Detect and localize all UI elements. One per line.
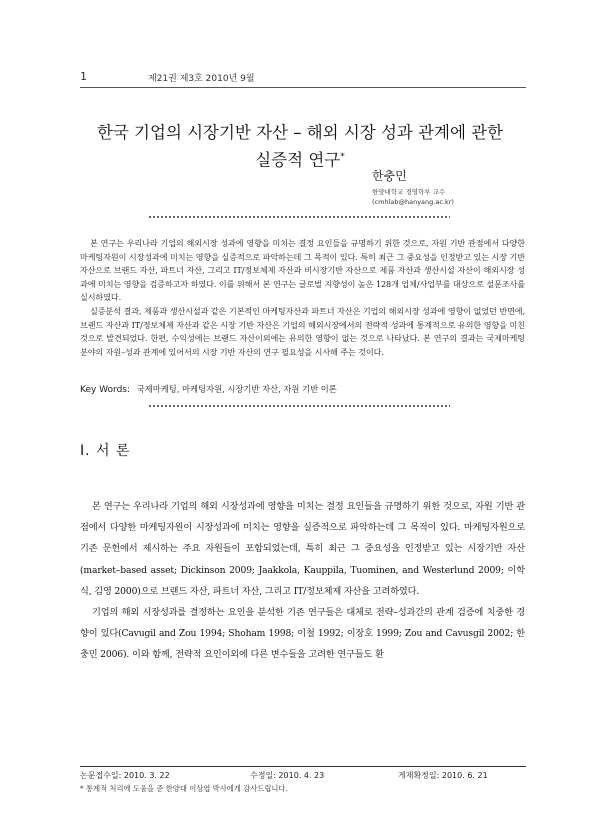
keywords-label: Key Words: bbox=[80, 385, 131, 395]
body-text bbox=[80, 496, 525, 666]
article-title bbox=[90, 120, 510, 173]
author-affiliation: 한양대학교 경영학부 교수 bbox=[372, 188, 446, 196]
abstract-paragraph: 실증분석 결과, 제품과 생산시설과 같은 기본적인 마케팅자산과 파트너 자산은 기업의 해외시장 성과에 영향이 없었던 반면에, 브랜드 자산과 IT/정보체제 자산과 같은 시장 기반 자산은 기업의 해외시장에서의 전략적 성과에 통계적으로 유의한 영향을 미친 것으로 발견되었다. 한편, 수익성에는 브랜드 자산이외에는 유의한 영향이 없는 것으로 나타났다. 본 연구의 결과는 국제마케팅 분야의 자원–성과 관계에 있어서의 시장 기반 자산의 연구 필요성을 시사해 주는 것이다. bbox=[80, 305, 525, 357]
revised-date: 수정일: 2010. 4. 23 bbox=[250, 771, 325, 780]
title-line-2-text: 실증적 연구 bbox=[255, 150, 341, 170]
page-number: 1 bbox=[80, 70, 87, 83]
keywords-list: 국제마케팅, 마케팅자원, 시장기반 자산, 자원 기반 이론 bbox=[136, 384, 337, 394]
title-footnote-mark: * bbox=[340, 152, 345, 162]
footer-rule bbox=[80, 766, 526, 767]
header-rule bbox=[80, 87, 526, 88]
title-line-1: 한국 기업의 시장기반 자산 – 해외 시장 성과 관계에 관한 bbox=[96, 123, 504, 142]
footnote: * 통계적 처리에 도움을 준 한양대 이상엽 박사에게 감사드립니다. bbox=[80, 784, 288, 793]
section-heading: Ⅰ. 서 론 bbox=[80, 443, 131, 459]
accepted-date: 게재확정일: 2010. 6. 21 bbox=[398, 771, 488, 780]
dotted-separator-bottom bbox=[148, 405, 450, 407]
author-block bbox=[372, 167, 522, 207]
submission-dates bbox=[80, 770, 526, 782]
running-head bbox=[80, 70, 526, 84]
body-paragraph: 기업의 해외 시장성과를 결정하는 요인을 분석한 기존 연구들은 대체로 전략–성과간의 관계 검증에 치중한 경향이 있다(Cavugil and Zou 1994; Shoham 1998; 이철 1992; 이장호 1999; Zou and Cavusgil 2002; 한충민 2006). 이와 함께, 전략적 요인이외에 다른 변수들을 고려한 연구들도 환 bbox=[80, 607, 525, 661]
volume-info: 제21권 제3호 2010년 9월 bbox=[148, 74, 255, 84]
body-paragraph: 본 연구는 우리나라 기업의 해외 시장성과에 영향을 미치는 결정 요인들을 규명하기 위한 것으로, 자원 기반 관점에서 다양한 마케팅자원이 시장성과에 미치는 영향을 실증적으로 파악하는데 그 목적이 있다. 마케팅자원으로 기존 문헌에서 제시하는 주요 자원들이 포함되었는데, 특히 최근 그 중요성을 인정받고 있는 시장기반 자산(market–based asset; Dickinson 2009; Jaakkola, Kauppila, Tuominen, and Westerlund 2009; 이학식, 김영 2000)으로 브랜드 자산, 파트너 자산, 그리고 IT/정보체제 자산을 고려하였다. bbox=[80, 501, 525, 597]
dotted-separator-top bbox=[148, 216, 450, 218]
keywords bbox=[80, 383, 525, 395]
author-name: 한충민 bbox=[372, 169, 407, 183]
abstract-paragraph: 본 연구는 우리나라 기업의 해외시장 성과에 영향을 미치는 결정 요인들을 규명하기 위한 것으로, 자원 기반 관점에서 다양한 마케팅자원이 시장성과에 미치는 영향을 실증적으로 파악하는데 그 목적이 있다. 특히 최근 그 중요성을 인정받고 있는 시장 기반 자산으로 브랜드 자산, 파트너 자산, 그리고 IT/정보체제 자산과 비시장기반 자산으로 제품 자산과 생산시설 자산이 해외시장 성과에 미치는 영향을 검증하고자 하였다. 이를 위해서 본 연구는 글로벌 지향성이 높은 128개 업체/사업부를 대상으로 설문조사를 실시하였다. bbox=[80, 238, 525, 303]
received-date: 논문접수일: 2010. 3. 22 bbox=[80, 771, 170, 780]
author-email[interactable]: (cmhlab@hanyang.ac.kr) bbox=[372, 198, 454, 206]
abstract bbox=[80, 237, 525, 359]
